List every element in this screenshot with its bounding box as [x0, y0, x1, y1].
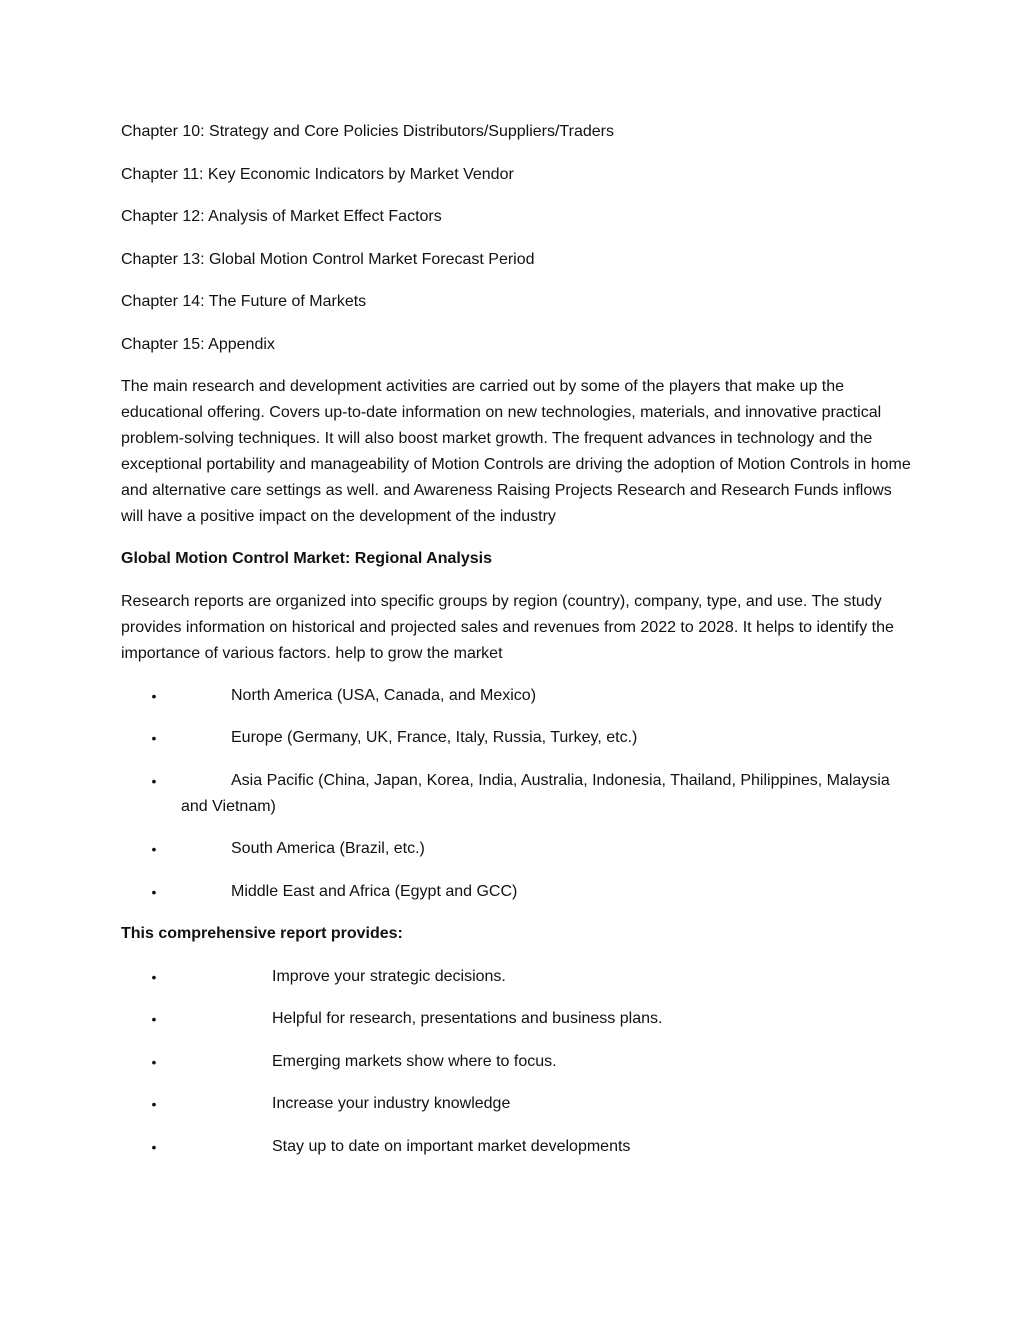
bullet-icon: • — [151, 730, 157, 746]
region-text: South America (Brazil, etc.) — [231, 840, 425, 857]
provides-text: Stay up to date on important market developments — [272, 1137, 631, 1155]
chapter-13: Chapter 13: Global Motion Control Market Forecast Period — [121, 250, 535, 268]
regions-list — [121, 683, 911, 905]
chapter-15: Chapter 15: Appendix — [121, 335, 275, 353]
provides-text: Helpful for research, presentations and business plans. — [272, 1010, 663, 1027]
chapter-14: Chapter 14: The Future of Markets — [121, 293, 367, 310]
bullet-icon: • — [151, 968, 157, 985]
region-text: Europe (Germany, UK, France, Italy, Russia, Turkey, etc.) — [231, 729, 638, 746]
region-text: North America (USA, Canada, and Mexico) — [231, 686, 537, 704]
bullet-icon: • — [151, 1053, 157, 1070]
provides-text: Improve your strategic decisions. — [272, 967, 506, 985]
list-item — [121, 1134, 911, 1160]
list-item — [121, 683, 911, 709]
intro-paragraph: The main research and development activities are carried out by some of the players that make up the educational offering. Covers up-to-date information on new technologies, materials, and innovative practical problem-solving techniques. It will also boost market growth. The frequent advances in technology and the exceptional portability and manageability of Motion Controls are driving the adoption of Motion Controls in home and alternative care settings as well. and Awareness Raising Projects Research and Research Funds inflows will have a positive impact on the development of the industry — [121, 378, 911, 525]
list-item — [121, 768, 911, 820]
bullet-icon: • — [151, 1138, 157, 1155]
document-body — [121, 119, 911, 1176]
provides-text: Increase your industry knowledge — [272, 1095, 511, 1112]
bullet-icon: • — [151, 841, 157, 857]
provides-list — [121, 964, 911, 1160]
list-item — [121, 964, 911, 990]
bullet-icon: • — [151, 883, 157, 900]
list-item — [121, 1049, 911, 1075]
chapter-10: Chapter 10: Strategy and Core Policies Distributors/Suppliers/Traders — [121, 123, 614, 140]
report-provides-heading: This comprehensive report provides: — [121, 925, 403, 942]
list-item — [121, 725, 911, 751]
regional-analysis-paragraph: Research reports are organized into specific groups by region (country), company, type, and use. The study provides information on historical and projected sales and revenues from 2022 to 2028. It helps to identify the importance of various factors. help to grow the market — [121, 592, 894, 662]
chapter-11: Chapter 11: Key Economic Indicators by Market Vendor — [121, 165, 514, 183]
list-item — [121, 1006, 911, 1032]
region-text: Asia Pacific (China, Japan, Korea, India, Australia, Indonesia, Thailand, Philippines, Malaysia and Vietnam) — [181, 771, 890, 815]
bullet-icon: • — [151, 687, 157, 704]
bullet-icon: • — [151, 1011, 157, 1027]
list-item — [121, 836, 911, 862]
bullet-icon: • — [151, 1096, 157, 1112]
bullet-icon: • — [151, 772, 157, 789]
list-item — [121, 1091, 911, 1117]
regional-analysis-heading: Global Motion Control Market: Regional Analysis — [121, 550, 492, 567]
chapter-12: Chapter 12: Analysis of Market Effect Factors — [121, 208, 442, 225]
provides-text: Emerging markets show where to focus. — [272, 1052, 557, 1070]
region-text: Middle East and Africa (Egypt and GCC) — [231, 882, 518, 900]
list-item — [121, 879, 911, 905]
